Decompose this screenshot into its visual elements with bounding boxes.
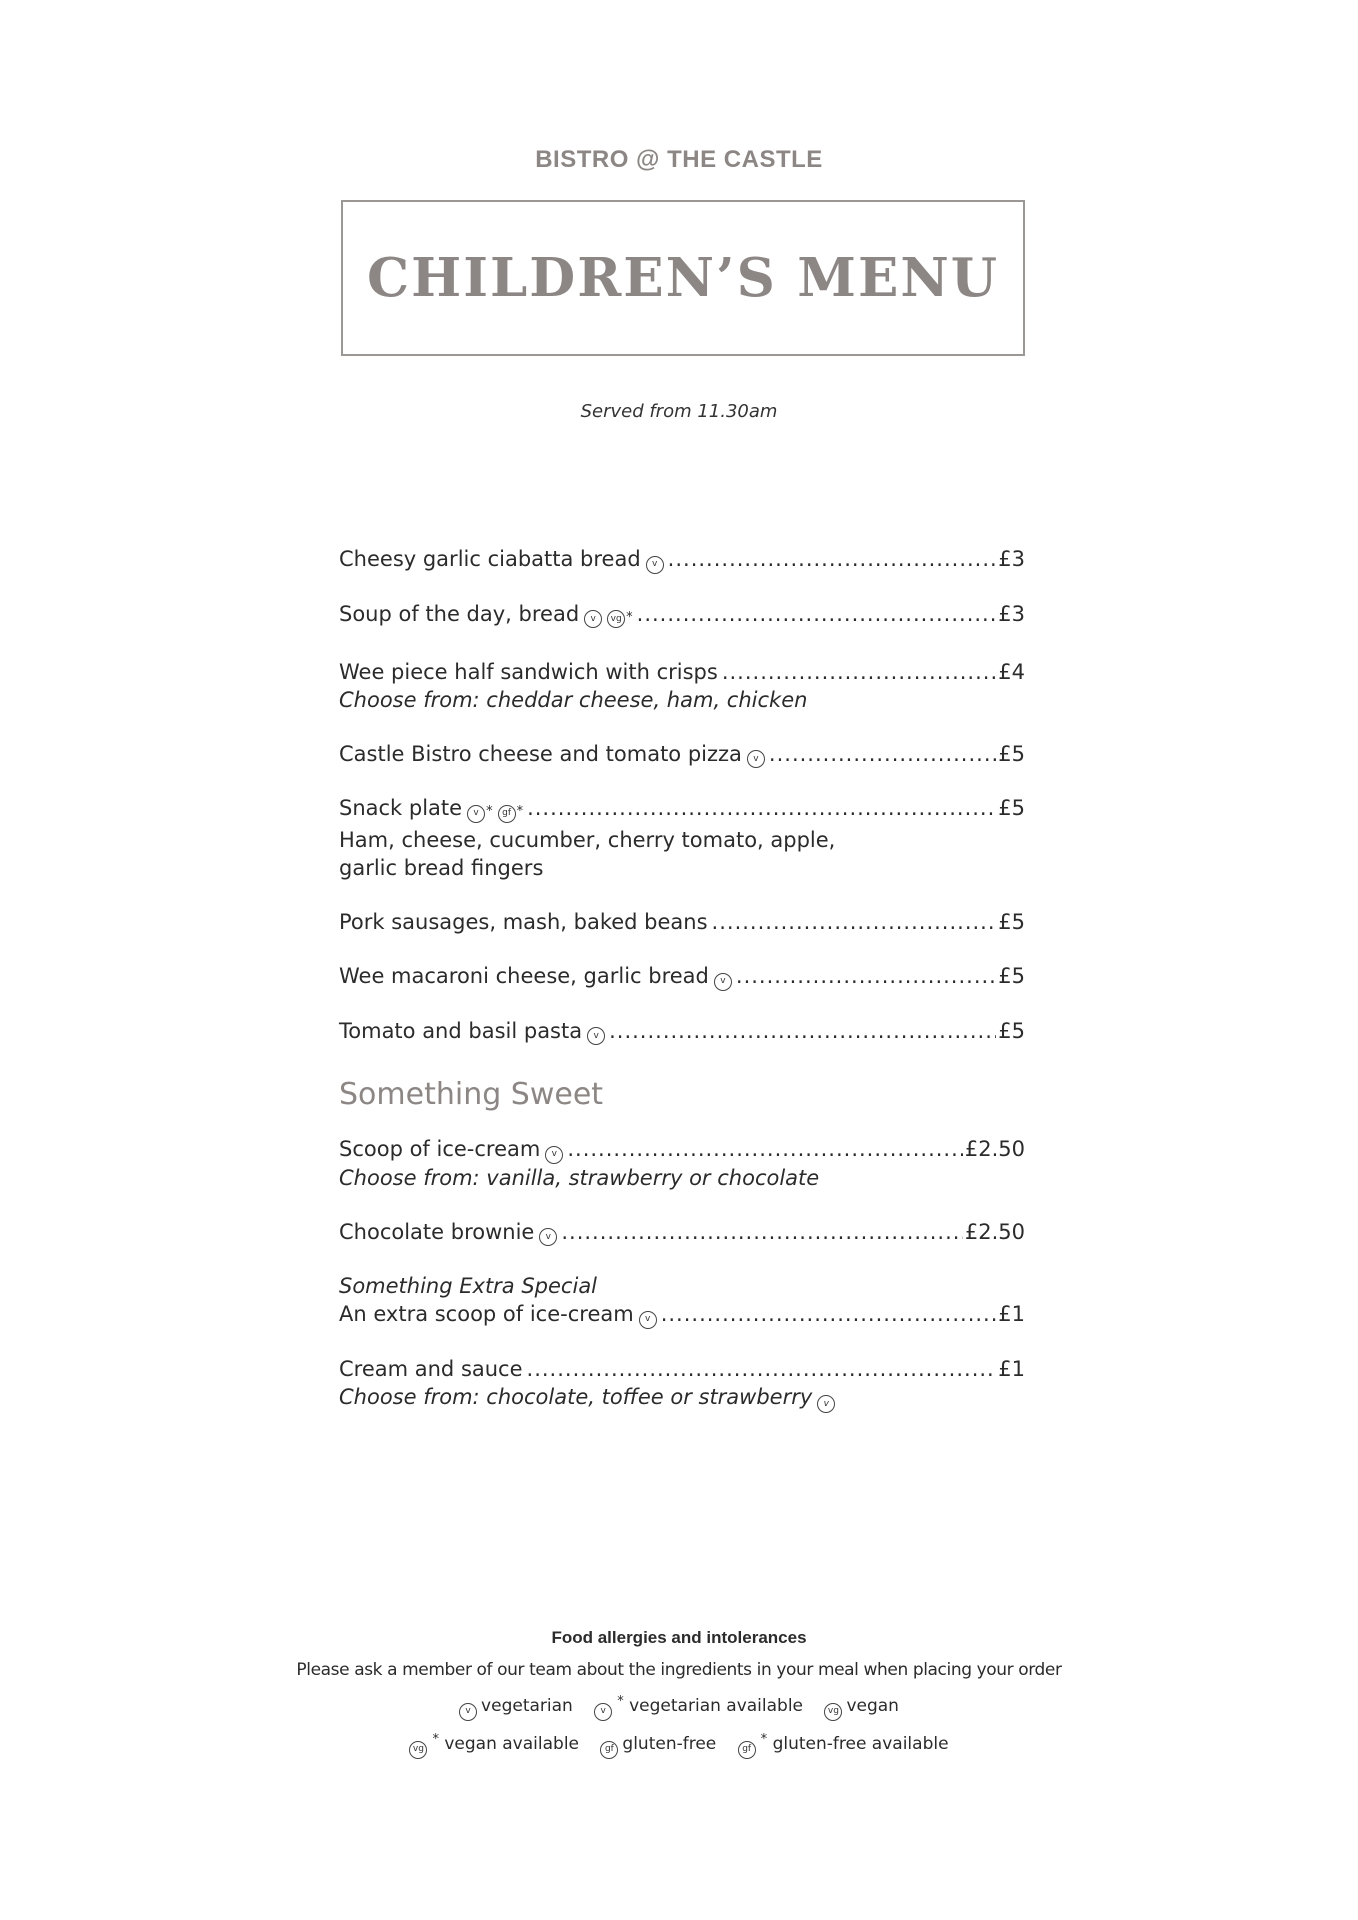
legend-vegetarian: v vegetarian — [459, 1696, 573, 1716]
gluten-free-icon: gf — [738, 1741, 756, 1759]
vegetarian-icon: v — [467, 805, 485, 823]
item-name: Cream and sauce — [339, 1356, 523, 1381]
item-price: £5 — [998, 910, 1025, 934]
item-name: An extra scoop of ice-cream — [339, 1302, 634, 1326]
gluten-free-icon: gf — [498, 805, 516, 823]
item-price: £1 — [998, 1302, 1025, 1326]
leader-dots — [527, 794, 996, 822]
leader-dots — [736, 962, 996, 990]
legend-vegan: vg vegan — [824, 1696, 899, 1716]
available-asterisk: * — [617, 1694, 624, 1709]
item-description-text: Choose from: chocolate, toffee or strawberry — [339, 1384, 813, 1409]
available-asterisk: * — [760, 1732, 768, 1747]
allergy-notice — [0, 1625, 1358, 1761]
allergy-text: Please ask a member of our team about the ingredients in your meal when placing your order — [296, 1660, 1062, 1680]
section-heading: Something Sweet — [339, 1077, 604, 1112]
item-description: Ham, cheese, cucumber, cherry tomato, apple, — [339, 828, 836, 852]
vegetarian-icon: v — [587, 1027, 605, 1045]
item-subheading: Something Extra Special — [339, 1274, 598, 1298]
item-name: Chocolate brownie — [339, 1219, 535, 1244]
vegetarian-icon: v — [584, 610, 602, 628]
menu-item — [339, 794, 1025, 882]
main-menu-list — [339, 545, 1025, 1071]
menu-item — [339, 600, 1025, 632]
sweet-menu-list — [339, 1075, 1025, 1439]
item-price: £3 — [998, 601, 1025, 626]
menu-item — [339, 740, 1025, 769]
legend-vegan-available: vg* vegan available — [409, 1734, 579, 1754]
item-name: Tomato and basil pasta — [339, 1018, 583, 1043]
item-name: Castle Bistro cheese and tomato pizza — [339, 741, 742, 766]
item-name: Scoop of ice-cream — [339, 1137, 541, 1161]
available-asterisk: * — [432, 1732, 439, 1747]
item-price: £5 — [998, 741, 1025, 766]
menu-item — [339, 1355, 1025, 1414]
item-price: £5 — [998, 796, 1025, 820]
item-price: £5 — [998, 1018, 1025, 1043]
leader-dots — [527, 1355, 997, 1383]
menu-item — [339, 1272, 1025, 1329]
leader-dots — [769, 740, 996, 768]
legend-gluten-free: gf gluten-free — [600, 1734, 716, 1754]
venue-name: BISTRO @ THE CASTLE — [535, 146, 823, 173]
item-price: £2.50 — [964, 1137, 1025, 1161]
leader-dots — [722, 658, 996, 686]
served-time: Served from 11.30am — [580, 401, 778, 422]
menu-item — [339, 545, 1025, 574]
gluten-free-icon: gf — [600, 1741, 618, 1759]
vegetarian-icon: v — [639, 1311, 657, 1329]
item-price: £4 — [998, 659, 1025, 684]
vegan-icon: vg — [607, 610, 625, 628]
available-asterisk: * — [486, 804, 493, 819]
vegan-icon: vg — [409, 1741, 427, 1759]
item-name: Soup of the day, bread — [339, 601, 580, 626]
item-name: Wee piece half sandwich with crisps — [339, 659, 718, 684]
title-box — [341, 200, 1025, 356]
leader-dots — [668, 545, 997, 573]
leader-dots — [567, 1135, 963, 1163]
item-name: Snack plate — [339, 796, 463, 820]
item-description: Choose from: cheddar cheese, ham, chicken — [339, 687, 808, 712]
legend-vegetarian-available: v* vegetarian available — [594, 1696, 803, 1716]
item-name: Cheesy garlic ciabatta bread — [339, 547, 641, 571]
menu-item — [339, 1017, 1025, 1046]
menu-item — [339, 962, 1025, 991]
vegetarian-icon: v — [545, 1146, 563, 1164]
allergy-title: Food allergies and intolerances — [551, 1628, 807, 1647]
item-description — [339, 1383, 1025, 1414]
leader-dots — [637, 600, 997, 628]
menu-item — [339, 1218, 1025, 1247]
menu-title: CHILDREN’S MENU — [366, 247, 1000, 309]
available-asterisk: * — [516, 804, 524, 819]
available-asterisk: * — [626, 609, 633, 625]
vegetarian-icon: v — [539, 1228, 557, 1246]
vegetarian-icon: v — [459, 1703, 477, 1721]
menu-item — [339, 1135, 1025, 1192]
menu-item — [339, 908, 1025, 936]
item-price: £3 — [998, 547, 1025, 571]
item-price: £5 — [998, 964, 1025, 988]
item-name: Pork sausages, mash, baked beans — [339, 910, 708, 934]
dietary-legend-row-1 — [0, 1685, 1358, 1723]
item-price: £1 — [998, 1356, 1025, 1381]
item-price: £2.50 — [964, 1219, 1025, 1244]
item-description-cont: garlic bread fingers — [339, 856, 544, 880]
leader-dots — [661, 1300, 997, 1328]
item-description: Choose from: vanilla, strawberry or chocolate — [339, 1165, 820, 1190]
vegetarian-icon: v — [714, 973, 732, 991]
legend-gluten-free-available: gf* gluten-free available — [738, 1734, 949, 1754]
vegetarian-icon: v — [594, 1703, 612, 1721]
item-name: Wee macaroni cheese, garlic bread — [339, 964, 709, 988]
dietary-legend-row-2 — [0, 1723, 1358, 1761]
vegetarian-icon: v — [646, 556, 664, 574]
menu-item — [339, 658, 1025, 714]
vegetarian-icon: v — [817, 1395, 835, 1413]
leader-dots — [561, 1218, 963, 1246]
vegan-icon: vg — [824, 1703, 842, 1721]
vegetarian-icon: v — [747, 750, 765, 768]
leader-dots — [609, 1017, 996, 1045]
leader-dots — [712, 908, 997, 936]
